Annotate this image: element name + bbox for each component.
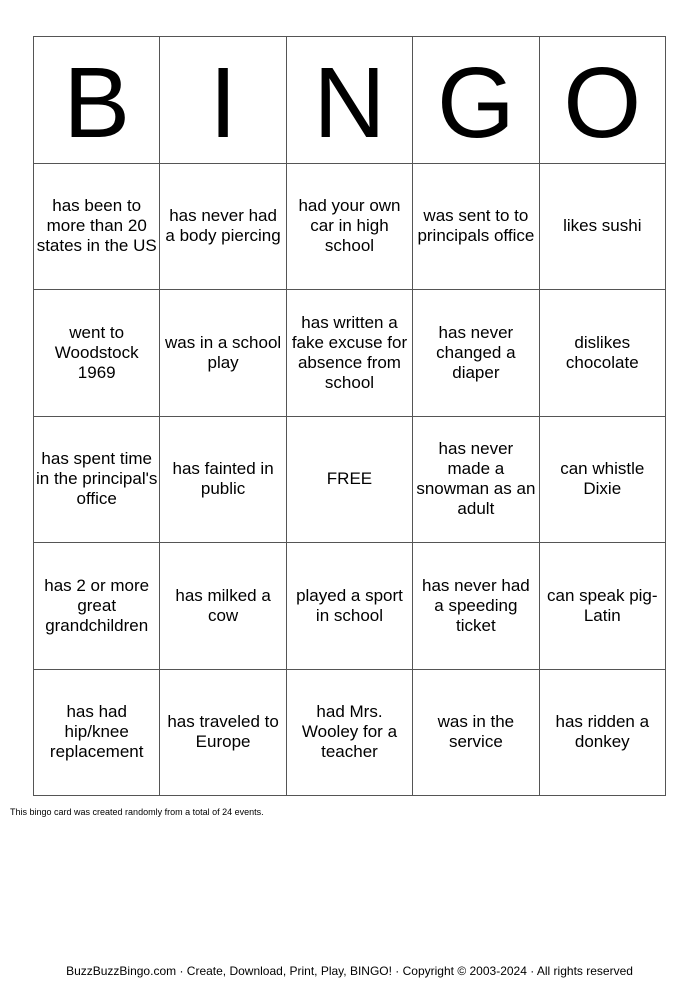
bingo-square: has been to more than 20 states in the US [34,163,160,290]
bingo-square: was in a school play [160,290,286,417]
bingo-square: has never had a speeding ticket [413,543,539,670]
bingo-square: went to Woodstock 1969 [34,290,160,417]
bingo-row [34,416,666,543]
bingo-row [34,163,666,290]
header-letter-o: O [539,37,665,164]
header-letter-i: I [160,37,286,164]
header-row [34,37,666,164]
bingo-square: likes sushi [539,163,665,290]
bingo-square: has ridden a donkey [539,669,665,796]
free-square: FREE [286,416,412,543]
bingo-square: was in the service [413,669,539,796]
bingo-square: played a sport in school [286,543,412,670]
bingo-square: can speak pig-Latin [539,543,665,670]
card-note: This bingo card was created randomly from a total of 24 events. [10,807,264,817]
bingo-row [34,543,666,670]
bingo-card [33,36,666,796]
bingo-square: had your own car in high school [286,163,412,290]
bingo-square: can whistle Dixie [539,416,665,543]
header-letter-g: G [413,37,539,164]
bingo-square: has had hip/knee replacement [34,669,160,796]
bingo-row [34,669,666,796]
bingo-square: has milked a cow [160,543,286,670]
bingo-square: has fainted in public [160,416,286,543]
bingo-square: has written a fake excuse for absence from school [286,290,412,417]
bingo-square: has never made a snowman as an adult [413,416,539,543]
bingo-square: was sent to to principals office [413,163,539,290]
bingo-square: has never had a body piercing [160,163,286,290]
header-letter-b: B [34,37,160,164]
bingo-row [34,290,666,417]
bingo-square: has spent time in the principal's office [34,416,160,543]
bingo-square: has never changed a diaper [413,290,539,417]
bingo-square: has traveled to Europe [160,669,286,796]
bingo-square: had Mrs. Wooley for a teacher [286,669,412,796]
header-letter-n: N [286,37,412,164]
page-footer: BuzzBuzzBingo.com · Create, Download, Print, Play, BINGO! · Copyright © 2003-2024 · All rights reserved [66,964,633,978]
bingo-square: has 2 or more great grandchildren [34,543,160,670]
bingo-square: dislikes chocolate [539,290,665,417]
